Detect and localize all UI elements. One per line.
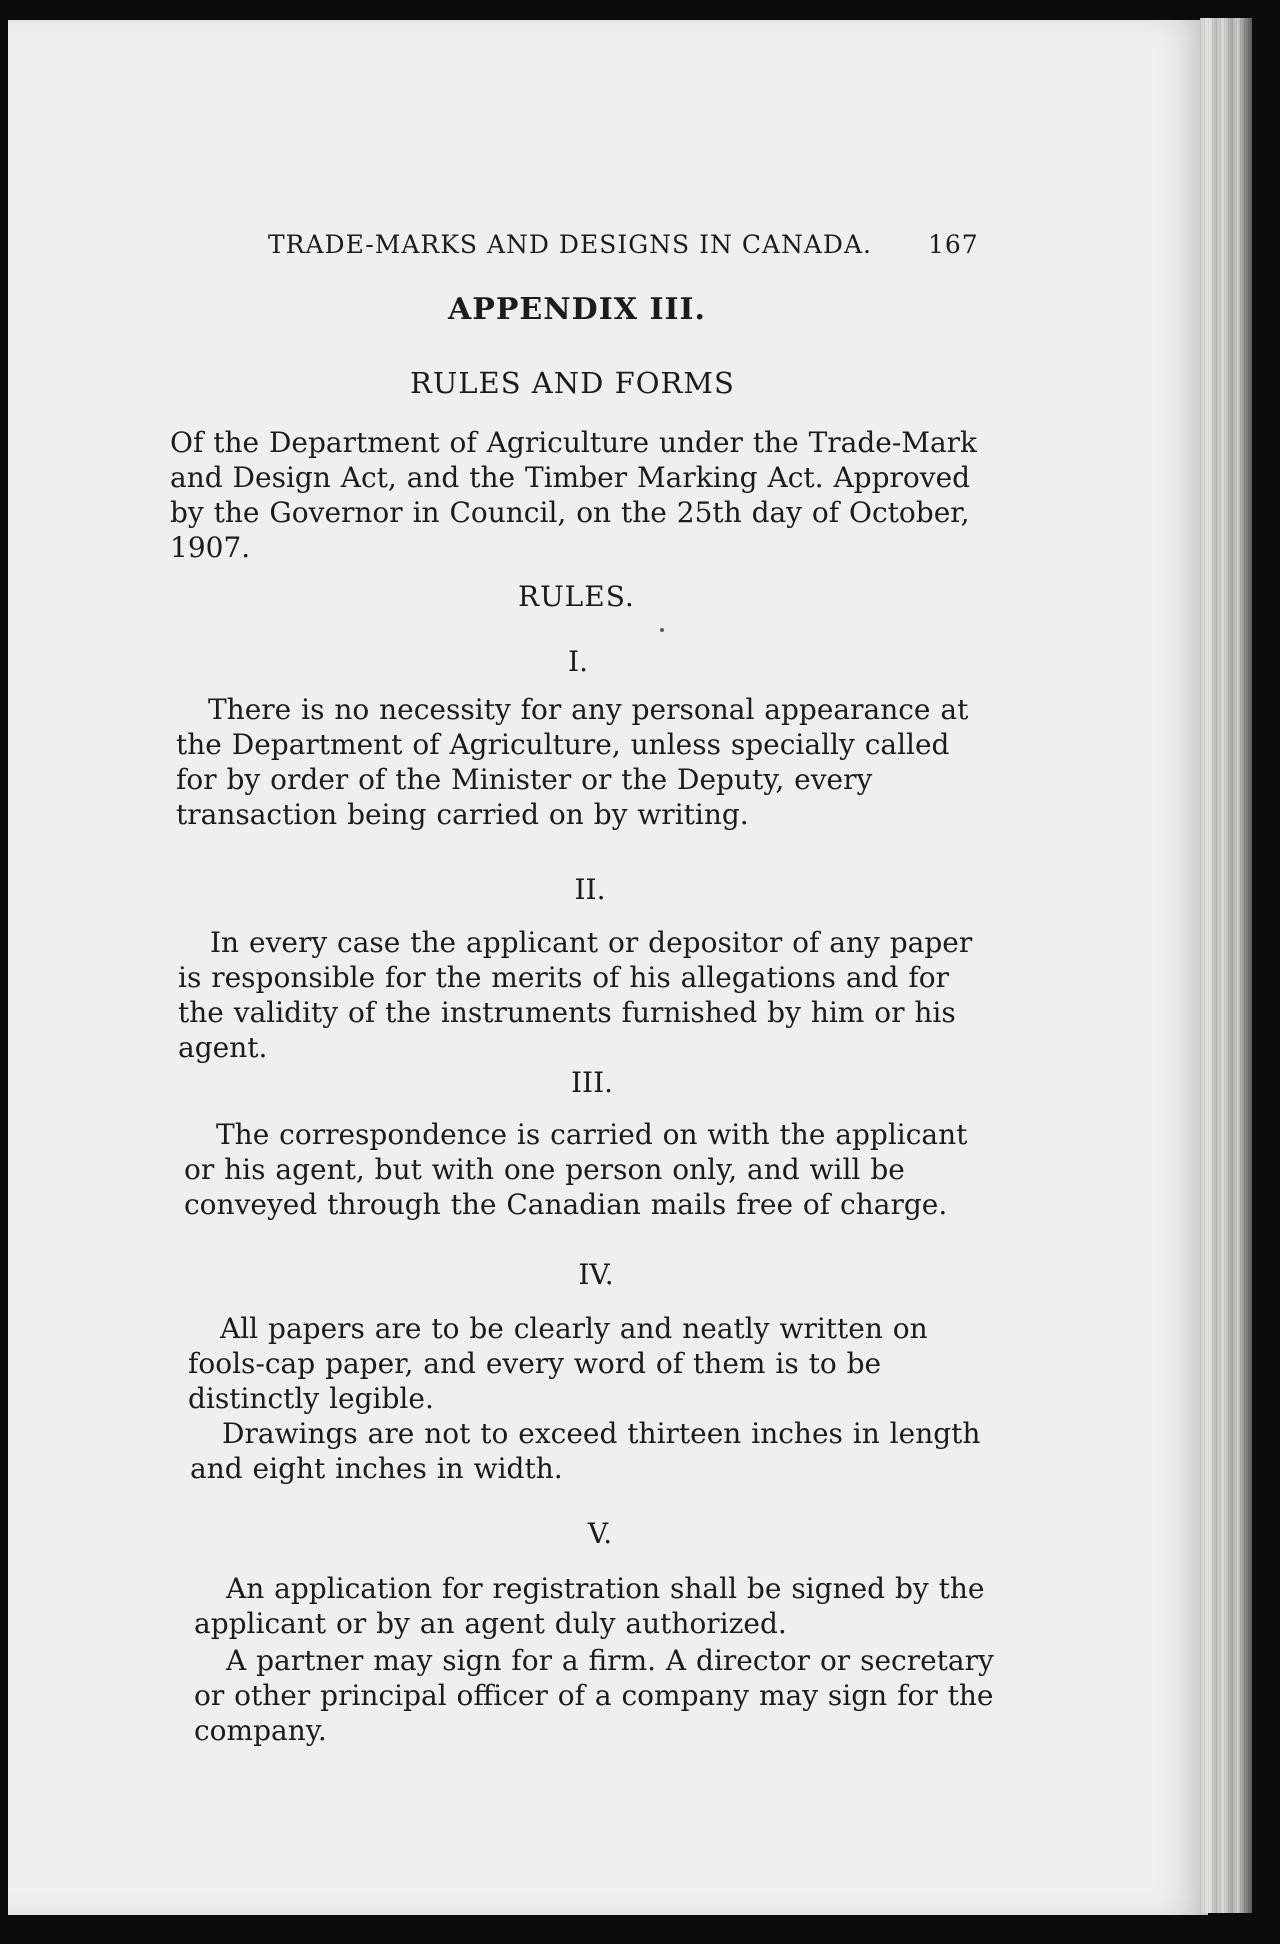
rule-1-paragraph: There is no necessity for any personal appearance at the Department of Agriculture, unless specially called for by order of the Minister or the Deputy, every transaction being carried on by writing. [176,693,969,831]
book-page [8,20,1208,1915]
page-stack-edge [1200,18,1252,1913]
rule-numeral-4: IV. [578,1258,614,1291]
rule-4-paragraph-2: Drawings are not to exceed thirteen inches in length and eight inches in width. [190,1417,981,1485]
ink-speck [660,628,664,632]
section-subtitle: RULES AND FORMS [410,366,735,400]
rule-4-paragraph-1: All papers are to be clearly and neatly written on fools-cap paper, and every word of them is to be distinctly legible. [188,1312,928,1415]
rule-numeral-3: III. [570,1066,614,1099]
rule-5-paragraph-1: An application for registration shall be signed by the applicant or by an agent duly authorized. [194,1572,985,1640]
rule-3-paragraph: The correspondence is carried on with the applicant or his agent, but with one person only, and will be conveyed through the Canadian mails free of charge. [184,1118,968,1221]
rule-numeral-2: II. [574,873,606,906]
appendix-title: APPENDIX III. [448,292,706,327]
rule-2-paragraph: In every case the applicant or depositor of any paper is responsible for the merits of his allegations and for the validity of the instruments furnished by him or his agent. [178,926,973,1064]
rule-5-paragraph-2: A partner may sign for a firm. A director or secretary or other principal officer of a company may sign for the company. [194,1644,994,1747]
intro-paragraph: Of the Department of Agriculture under the Trade-Mark and Design Act, and the Timber Marking Act. Approved by the Governor in Council, on the 25th day of October, 1907. [170,426,977,564]
rules-heading: RULES. [518,580,635,613]
rule-numeral-1: I. [568,645,588,678]
running-head-title: TRADE-MARKS AND DESIGNS IN CANADA. [268,230,872,259]
page-number: 167 [928,230,979,259]
rule-numeral-5: V. [587,1517,613,1550]
